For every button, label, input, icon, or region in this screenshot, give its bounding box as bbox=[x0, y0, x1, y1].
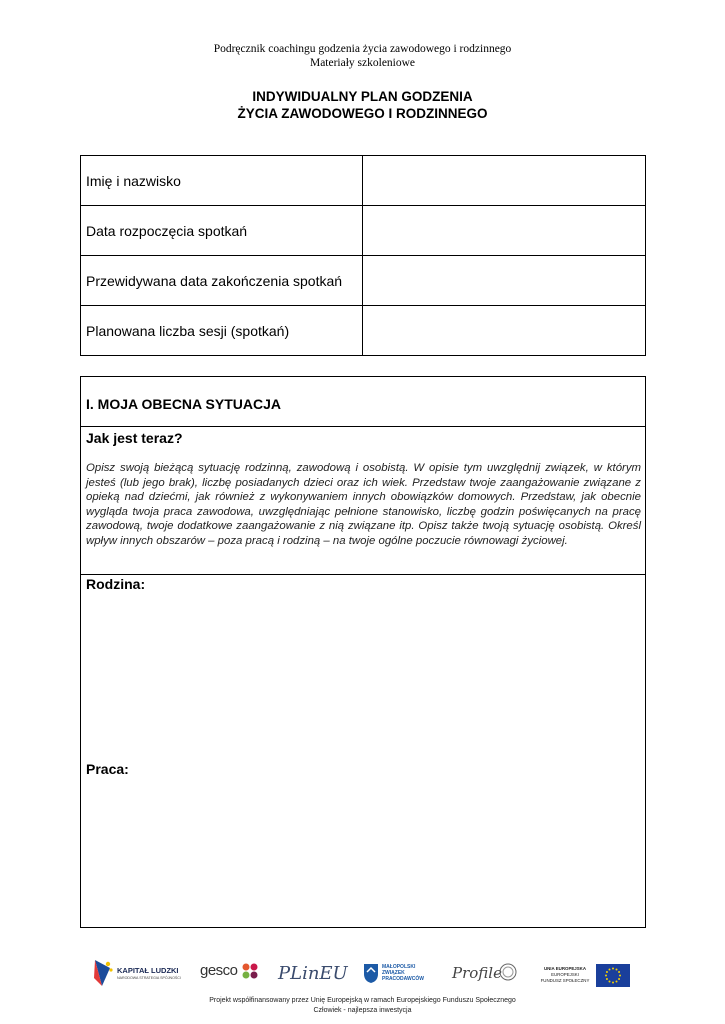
profile-text: Profile bbox=[452, 964, 502, 982]
header-line-1: Podręcznik coachingu godzenia życia zawodowego i rodzinnego bbox=[213, 43, 512, 55]
gesco-logo bbox=[200, 956, 260, 992]
row-label-end-date: Przewidywana data zakończenia spotkań bbox=[81, 256, 363, 306]
eu-text-3: FUNDUSZ SPOŁECZNY bbox=[540, 978, 590, 983]
table-row bbox=[81, 156, 646, 206]
table-row bbox=[81, 306, 646, 356]
table-row bbox=[81, 256, 646, 306]
title-line-1: INDYWIDUALNY PLAN GODZENIA bbox=[252, 89, 473, 104]
mzp-text-2: ZWIĄZEK bbox=[382, 970, 405, 976]
mzp-text bbox=[382, 964, 424, 982]
work-area[interactable] bbox=[81, 757, 645, 927]
document-title bbox=[0, 88, 725, 122]
eu-star-icon bbox=[609, 968, 611, 970]
plineu-text: PLinEU bbox=[278, 963, 348, 984]
document-header bbox=[0, 42, 725, 70]
eu-text bbox=[536, 966, 594, 984]
eu-star-icon bbox=[616, 968, 618, 970]
kapital-ludzki-logo bbox=[90, 956, 185, 992]
header-line-2: Materiały szkoleniowe bbox=[309, 57, 416, 69]
family-label: Rodzina: bbox=[86, 576, 146, 592]
eu-text-1: UNIA EUROPEJSKA bbox=[543, 966, 587, 971]
eu-star-icon bbox=[609, 981, 611, 983]
eu-star-icon bbox=[612, 968, 614, 970]
eu-star-icon bbox=[616, 981, 618, 983]
kapital-ludzki-text-2: NARODOWA STRATEGIA SPÓJNOŚCI bbox=[117, 976, 181, 980]
profile-swirl-icon bbox=[498, 961, 518, 983]
kapital-ludzki-mark-icon bbox=[92, 958, 114, 988]
funding-line-1: Projekt współfinansowany przez Unię Europejską w ramach Europejskiego Funduszu Społecznego bbox=[209, 997, 516, 1004]
current-situation-section bbox=[80, 376, 646, 928]
gesco-dots-icon bbox=[242, 962, 258, 984]
eu-star-icon bbox=[606, 978, 608, 980]
profile-logo bbox=[452, 956, 522, 992]
mzp-text-3: PRACODAWCÓW bbox=[382, 976, 424, 982]
eu-star-icon bbox=[605, 975, 607, 977]
title-line-2: ŻYCIA ZAWODOWEGO I RODZINNEGO bbox=[237, 106, 488, 121]
row-label-sessions: Planowana liczba sesji (spotkań) bbox=[81, 306, 363, 356]
eu-text-2: EUROPEJSKI bbox=[551, 972, 579, 977]
eu-star-icon bbox=[606, 971, 608, 973]
section-description: Opisz swoją bieżącą sytuację rodzinną, zawodową i osobistą. W opisie tym uwzględnij związek, w którym jesteś (lub jego brak), liczbę posiadanych dzieci oraz ich wiek. Przedstaw twoje zaangażowanie związane z opieką nad dziećmi, jak również z wykonywaniem innych obowiązków domowych. Przedstaw, jak obecnie wygląda twoja praca zawodowa, uwzględniając pełnione stanowisko, liczbę godzin poświęcanych na pracę zawodową, twoje dodatkowe zaangażowanie z nią związane itp. Opisz także twoją sytuację osobistą. Określ wpływ innych obszarów – poza pracą i rodziną – na twoje ogólne poczucie równowagi życiowej. bbox=[81, 449, 645, 575]
section-title: I. MOJA OBECNA SYTUACJA bbox=[81, 377, 645, 427]
row-value-name[interactable] bbox=[363, 156, 646, 206]
row-value-sessions[interactable] bbox=[363, 306, 646, 356]
eu-star-icon bbox=[619, 975, 621, 977]
table-row bbox=[81, 206, 646, 256]
mzp-text-1: MAŁOPOLSKI bbox=[382, 964, 416, 970]
gesco-text: gesco bbox=[200, 962, 238, 979]
funding-line-2: Człowiek - najlepsza inwestycja bbox=[313, 1007, 412, 1014]
row-value-start-date[interactable] bbox=[363, 206, 646, 256]
eu-star-icon bbox=[612, 982, 614, 984]
mzp-logo bbox=[363, 956, 438, 992]
kapital-ludzki-text-1: KAPITAŁ LUDZKI bbox=[117, 966, 179, 975]
footer-logos bbox=[90, 956, 630, 992]
eu-flag-icon bbox=[596, 964, 630, 987]
row-value-end-date[interactable] bbox=[363, 256, 646, 306]
plineu-logo bbox=[278, 956, 348, 992]
eu-star-icon bbox=[618, 971, 620, 973]
family-area[interactable] bbox=[81, 575, 645, 755]
section-question: Jak jest teraz? bbox=[86, 430, 183, 446]
info-table bbox=[80, 155, 646, 356]
work-label: Praca: bbox=[86, 761, 129, 777]
eu-logo bbox=[536, 956, 630, 992]
funding-note bbox=[0, 996, 725, 1016]
mzp-shield-icon bbox=[363, 962, 379, 984]
eu-star-icon bbox=[618, 978, 620, 980]
row-label-start-date: Data rozpoczęcia spotkań bbox=[81, 206, 363, 256]
row-label-name: Imię i nazwisko bbox=[81, 156, 363, 206]
